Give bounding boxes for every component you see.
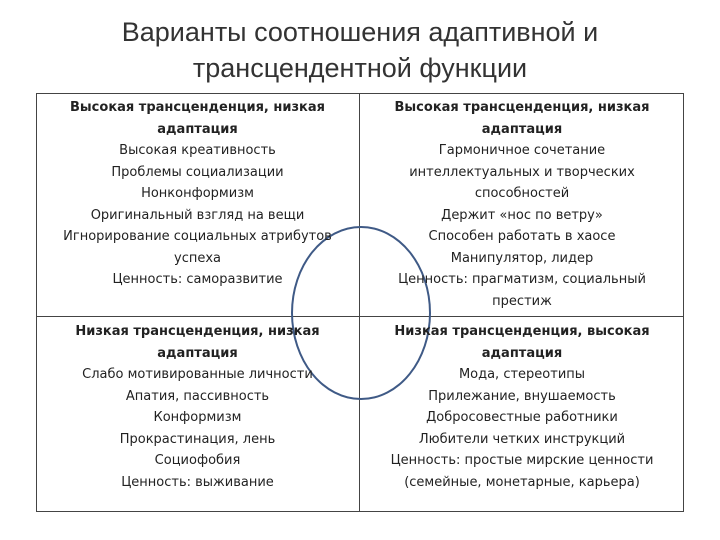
quadrant-line: Прокрастинация, лень: [119, 431, 276, 447]
title-line-2: трансцендентной функции: [192, 53, 528, 83]
quadrant-line: Ценность: саморазвитие: [112, 272, 283, 287]
quadrant-line: Проблемы социализации: [111, 164, 284, 180]
quadrant-line: успеха: [174, 250, 221, 266]
quadrant-line: Ценность: простые мирские ценности: [390, 453, 654, 468]
quadrant-line: Игнорирование социальных атрибутов: [63, 229, 332, 244]
quadrant-line: Мода, стереотипы: [458, 367, 586, 382]
quadrant-header-line: Низкая трансценденция, высокая: [394, 324, 650, 339]
quadrant-line: Нонконформизм: [141, 186, 254, 201]
quadrant-line: Слабо мотивированные личности: [82, 367, 313, 382]
quadrant-header-line: адаптация: [157, 345, 238, 361]
quadrant-line: Любители четких инструкций: [418, 431, 626, 447]
quadrant-line: Оригинальный взгляд на вещи: [90, 207, 305, 223]
quadrant-line: интеллектуальных и творческих: [409, 164, 635, 180]
quadrant-line: Способен работать в хаосе: [428, 229, 616, 244]
quadrant-header-line: адаптация: [481, 345, 563, 361]
quadrant-header-line: Высокая трансценденция, низкая: [394, 100, 650, 115]
quadrant-line: Гармоничное сочетание: [438, 143, 606, 158]
quadrant-line: Апатия, пассивность: [125, 388, 270, 404]
quadrant-top-right: [360, 97, 684, 312]
quadrant-bottom-left: [36, 321, 359, 493]
quadrant-line: Социофобия: [154, 453, 241, 468]
slide-title: [60, 14, 660, 86]
quadrant-line: способностей: [474, 186, 570, 201]
quadrant-header-line: Высокая трансценденция, низкая: [70, 100, 325, 115]
quadrant-line: Ценность: прагматизм, социальный: [398, 272, 646, 287]
quadrant-line: Конформизм: [153, 410, 242, 425]
quadrant-header-line: адаптация: [157, 121, 238, 137]
quadrant-line: Манипулятор, лидер: [450, 250, 594, 266]
quadrant-top-left: [36, 97, 359, 291]
quadrant-line: престиж: [492, 293, 552, 309]
quadrant-bottom-right: [360, 321, 684, 493]
quadrant-line: Прилежание, внушаемость: [428, 388, 616, 404]
quadrant-header-line: адаптация: [481, 121, 563, 137]
title-line-1: Варианты соотношения адаптивной и: [121, 17, 599, 47]
quadrant-line: Держит «нос по ветру»: [441, 207, 603, 223]
quadrant-header-line: Низкая трансценденция, низкая: [75, 324, 320, 339]
quadrant-line: (семейные, монетарные, карьера): [404, 474, 640, 490]
quadrant-line: Добросовестные работники: [426, 410, 618, 425]
quadrant-line: Ценность: выживание: [121, 474, 274, 490]
quadrant-line: Высокая креативность: [119, 143, 276, 158]
